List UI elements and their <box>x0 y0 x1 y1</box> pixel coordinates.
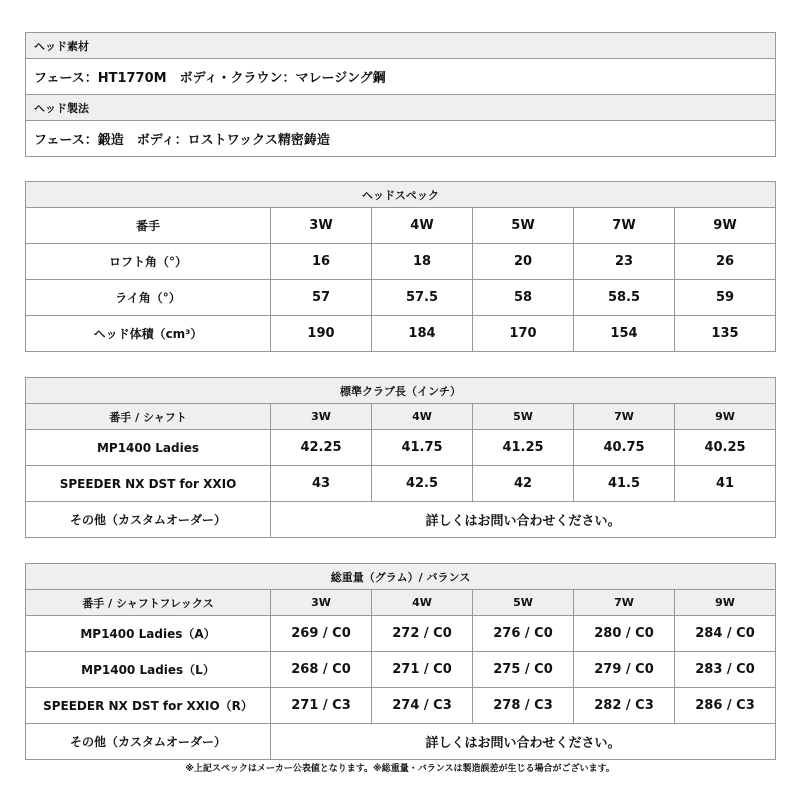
table-row <box>26 616 776 652</box>
head-spec-title: ヘッドスペック <box>26 182 776 208</box>
weight-title: 総重量（グラム）/ バランス <box>26 564 776 590</box>
table-row <box>26 404 776 430</box>
club-length-title: 標準クラブ長（インチ） <box>26 378 776 404</box>
table-cell: 269 / C0 <box>271 616 372 652</box>
table-cell: 280 / C0 <box>574 616 675 652</box>
custom-order-label: その他（カスタムオーダー） <box>26 502 271 538</box>
weight-table <box>25 563 776 760</box>
table-row <box>26 244 776 280</box>
table-cell: 279 / C0 <box>574 652 675 688</box>
table-cell: 3W <box>271 404 372 430</box>
club-length-table <box>25 377 776 538</box>
material-table <box>25 32 776 157</box>
table-cell: 3W <box>271 590 372 616</box>
table-cell: 41.75 <box>372 430 473 466</box>
table-cell: 282 / C3 <box>574 688 675 724</box>
custom-order-row <box>26 502 776 538</box>
custom-order-label: その他（カスタムオーダー） <box>26 724 271 760</box>
table-cell: 58.5 <box>574 280 675 316</box>
table-cell: 9W <box>675 208 776 244</box>
table-cell: 42 <box>473 466 574 502</box>
table-cell: 274 / C3 <box>372 688 473 724</box>
table-cell: 278 / C3 <box>473 688 574 724</box>
table-cell: MP1400 Ladies（A） <box>26 616 271 652</box>
table-row <box>26 316 776 352</box>
table-cell: 154 <box>574 316 675 352</box>
head-method: フェース：鍛造 ボディ：ロストワックス精密鋳造 <box>26 121 776 157</box>
table-cell: 40.75 <box>574 430 675 466</box>
head-material-label: ヘッド素材 <box>26 33 776 59</box>
table-cell: 番手 / シャフト <box>26 404 271 430</box>
table-cell: 135 <box>675 316 776 352</box>
table-cell: ロフト角（°） <box>26 244 271 280</box>
table-cell: 16 <box>271 244 372 280</box>
table-cell: MP1400 Ladies（L） <box>26 652 271 688</box>
table-row <box>26 688 776 724</box>
table-cell: 4W <box>372 404 473 430</box>
table-cell: 283 / C0 <box>675 652 776 688</box>
table-cell: 40.25 <box>675 430 776 466</box>
table-cell: 番手 <box>26 208 271 244</box>
table-cell: 43 <box>271 466 372 502</box>
table-cell: 275 / C0 <box>473 652 574 688</box>
table-cell: 57 <box>271 280 372 316</box>
table-cell: 190 <box>271 316 372 352</box>
footnote: ※上記スペックはメーカー公表値となります。※総重量・バランスは製造誤差が生じる場合がございます。 <box>185 764 615 774</box>
table-cell: 184 <box>372 316 473 352</box>
table-cell: 9W <box>675 404 776 430</box>
table-cell: 4W <box>372 590 473 616</box>
table-cell: 170 <box>473 316 574 352</box>
table-cell: 272 / C0 <box>372 616 473 652</box>
custom-order-value: 詳しくはお問い合わせください。 <box>271 724 776 760</box>
table-cell: 5W <box>473 404 574 430</box>
table-cell: 41 <box>675 466 776 502</box>
head-method-label: ヘッド製法 <box>26 95 776 121</box>
table-cell: 5W <box>473 208 574 244</box>
table-cell: SPEEDER NX DST for XXIO <box>26 466 271 502</box>
table-cell: 58 <box>473 280 574 316</box>
table-row <box>26 590 776 616</box>
table-cell: 番手 / シャフトフレックス <box>26 590 271 616</box>
table-cell: ヘッド体積（cm³） <box>26 316 271 352</box>
table-cell: 23 <box>574 244 675 280</box>
table-cell: 7W <box>574 590 675 616</box>
head-spec-table <box>25 181 776 352</box>
table-row <box>26 280 776 316</box>
table-row <box>26 430 776 466</box>
table-cell: 286 / C3 <box>675 688 776 724</box>
table-cell: 7W <box>574 404 675 430</box>
table-cell: 18 <box>372 244 473 280</box>
table-cell: 271 / C0 <box>372 652 473 688</box>
table-cell: 268 / C0 <box>271 652 372 688</box>
table-row <box>26 652 776 688</box>
table-cell: 9W <box>675 590 776 616</box>
head-material: フェース：HT1770M ボディ・クラウン：マレージング鋼 <box>26 59 776 95</box>
table-cell: 59 <box>675 280 776 316</box>
table-cell: 42.25 <box>271 430 372 466</box>
table-cell: 7W <box>574 208 675 244</box>
table-cell: ライ角（°） <box>26 280 271 316</box>
table-cell: 20 <box>473 244 574 280</box>
custom-order-row <box>26 724 776 760</box>
table-cell: 42.5 <box>372 466 473 502</box>
table-cell: MP1400 Ladies <box>26 430 271 466</box>
table-cell: 57.5 <box>372 280 473 316</box>
table-cell: 26 <box>675 244 776 280</box>
table-row <box>26 208 776 244</box>
table-row <box>26 466 776 502</box>
table-cell: 284 / C0 <box>675 616 776 652</box>
table-cell: 41.25 <box>473 430 574 466</box>
table-cell: 41.5 <box>574 466 675 502</box>
table-cell: 3W <box>271 208 372 244</box>
table-cell: SPEEDER NX DST for XXIO（R） <box>26 688 271 724</box>
custom-order-value: 詳しくはお問い合わせください。 <box>271 502 776 538</box>
table-cell: 276 / C0 <box>473 616 574 652</box>
table-cell: 271 / C3 <box>271 688 372 724</box>
table-cell: 4W <box>372 208 473 244</box>
table-cell: 5W <box>473 590 574 616</box>
